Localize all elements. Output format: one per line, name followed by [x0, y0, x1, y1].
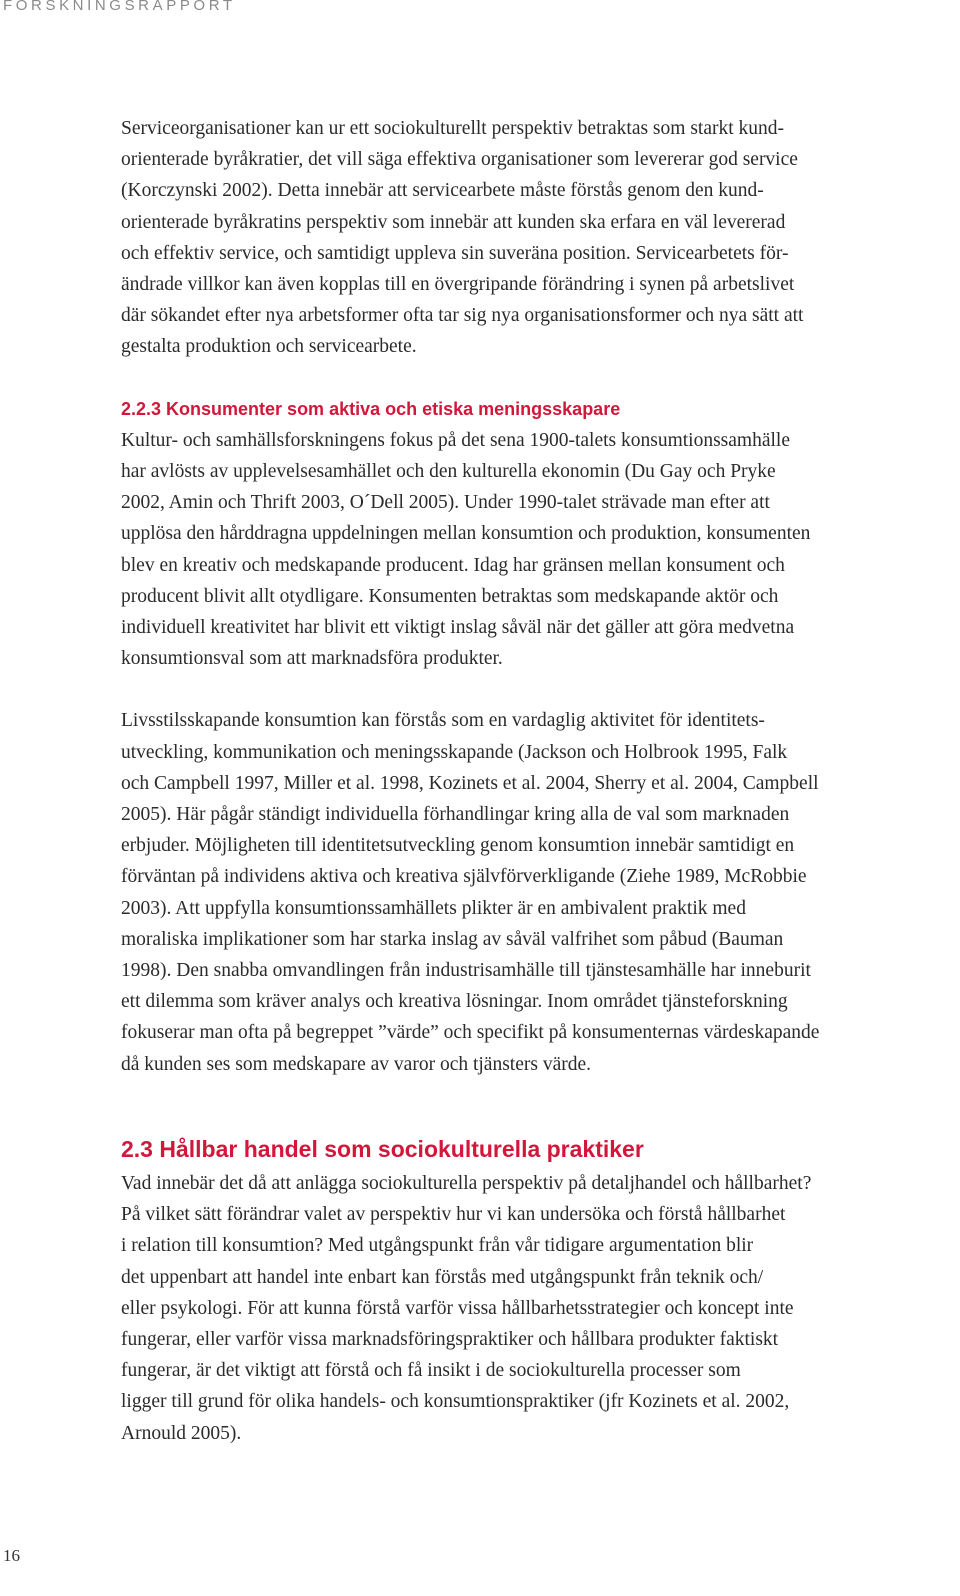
paragraph-line: individuell kreativitet har blivit ett viktigt inslag såväl när det gäller att göra medvetna	[121, 617, 795, 639]
paragraph-line: fungerar, eller varför vissa marknadsföringspraktiker och hållbara produkter faktiskt	[121, 1328, 779, 1350]
paragraph-line: fungerar, är det viktigt att förstå och få insikt i de sociokulturella processer som	[121, 1360, 741, 1382]
paragraph-line: moraliska implikationer som har starka inslag av såväl valfrihet som påbud (Bauman	[121, 928, 784, 950]
paragraph-line: det uppenbart att handel inte enbart kan förstås med utgångspunkt från teknik och/	[121, 1266, 764, 1288]
paragraph-line: blev en kreativ och medskapande producent. Idag har gränsen mellan konsument och	[121, 554, 785, 576]
paragraph-line: erbjuder. Möjligheten till identitetsutveckling genom konsumtion innebär samtidigt en	[121, 835, 795, 857]
paragraph-hallbar-handel	[121, 1168, 951, 1449]
paragraph-line: och Campbell 1997, Miller et al. 1998, Kozinets et al. 2004, Sherry et al. 2004, Campbell	[121, 772, 819, 794]
paragraph-line: 2005). Här pågår ständigt individuella förhandlingar kring alla de val som marknaden	[121, 804, 790, 826]
paragraph-line: gestalta produktion och servicearbete.	[121, 336, 417, 358]
section-heading-2-2-3: 2.2.3 Konsumenter som aktiva och etiska meningsskapare	[121, 398, 621, 419]
paragraph-line: då kunden ses som medskapare av varor och tjänsters värde.	[121, 1053, 592, 1075]
page-body	[121, 113, 951, 1449]
paragraph-line: 2003). Att uppfylla konsumtionssamhällets plikter är en ambivalent praktik med	[121, 897, 746, 919]
paragraph-line: (Korczynski 2002). Detta innebär att servicearbete måste förstås genom den kund-	[121, 180, 764, 202]
paragraph-line: och effektiv service, och samtidigt uppleva sin suveräna position. Servicearbetets för-	[121, 242, 789, 264]
paragraph-line: i relation till konsumtion? Med utgångspunkt från vår tidigare argumentation blir	[121, 1235, 754, 1257]
page-number: 16	[3, 1546, 20, 1565]
paragraph-line: ligger till grund för olika handels- och konsumtionspraktiker (jfr Kozinets et al. 2002,	[121, 1391, 790, 1413]
paragraph-line: Vad innebär det då att anlägga sociokulturella perspektiv på detaljhandel och hållbarhet?	[121, 1172, 812, 1194]
paragraph-line: 2002, Amin och Thrift 2003, O´Dell 2005). Under 1990-talet strävade man efter att	[121, 492, 770, 514]
paragraph-livsstilsskapande	[121, 705, 951, 1079]
paragraph-line: Arnould 2005).	[121, 1422, 242, 1444]
paragraph-line: upplösa den hårddragna uppdelningen mellan konsumtion och produktion, konsumenten	[121, 523, 811, 545]
paragraph-line: producent blivit allt otydligare. Konsumenten betraktas som medskapande aktör och	[121, 585, 779, 607]
paragraph-line: har avlösts av upplevelsesamhället och den kulturella ekonomin (Du Gay och Pryke	[121, 461, 776, 483]
paragraph-line: Serviceorganisationer kan ur ett sociokulturellt perspektiv betraktas som starkt kund-	[121, 118, 785, 139]
paragraph-line: fokuserar man ofta på begreppet ”värde” och specifikt på konsumenternas värdeskapande	[121, 1022, 820, 1044]
paragraph-line: Livsstilsskapande konsumtion kan förstås som en vardaglig aktivitet för identitets-	[121, 710, 765, 732]
paragraph-line: På vilket sätt förändrar valet av perspektiv hur vi kan undersöka och förstå hållbarhet	[121, 1204, 786, 1226]
paragraph-line: orienterade byråkratier, det vill säga effektiva organisationer som levererar god service	[121, 149, 798, 171]
paragraph-line: där sökandet efter nya arbetsformer ofta tar sig nya organisationsformer och nya sätt att	[121, 305, 804, 327]
paragraph-line: orienterade byråkratins perspektiv som innebär att kunden ska erfara en väl levererad	[121, 211, 786, 233]
paragraph-line: ändrade villkor kan även kopplas till en övergripande förändring i synen på arbetslivet	[121, 274, 795, 296]
paragraph-line: eller psykologi. För att kunna förstå varför vissa hållbarhetsstrategier och koncept inte	[121, 1297, 794, 1319]
paragraph-konsumenter	[121, 425, 951, 675]
paragraph-line: utveckling, kommunikation och meningsskapande (Jackson och Holbrook 1995, Falk	[121, 741, 788, 763]
section-heading-2-3: 2.3 Hållbar handel som sociokulturella praktiker	[121, 1135, 644, 1162]
paragraph-line: Kultur- och samhällsforskningens fokus på det sena 1900-talets konsumtionssamhälle	[121, 429, 790, 451]
paragraph-line: 1998). Den snabba omvandlingen från industrisamhälle till tjänstesamhälle har inneburit	[121, 960, 811, 982]
running-header: FORSKNINGSRAPPORT	[3, 0, 236, 14]
paragraph-line: förväntan på individens aktiva och kreativa självförverkligande (Ziehe 1989, McRobbie	[121, 866, 807, 888]
paragraph-line: konsumtionsval som att marknadsföra produkter.	[121, 648, 503, 670]
paragraph-serviceorganisationer	[121, 113, 951, 363]
paragraph-line: ett dilemma som kräver analys och kreativa lösningar. Inom området tjänsteforskning	[121, 991, 788, 1013]
